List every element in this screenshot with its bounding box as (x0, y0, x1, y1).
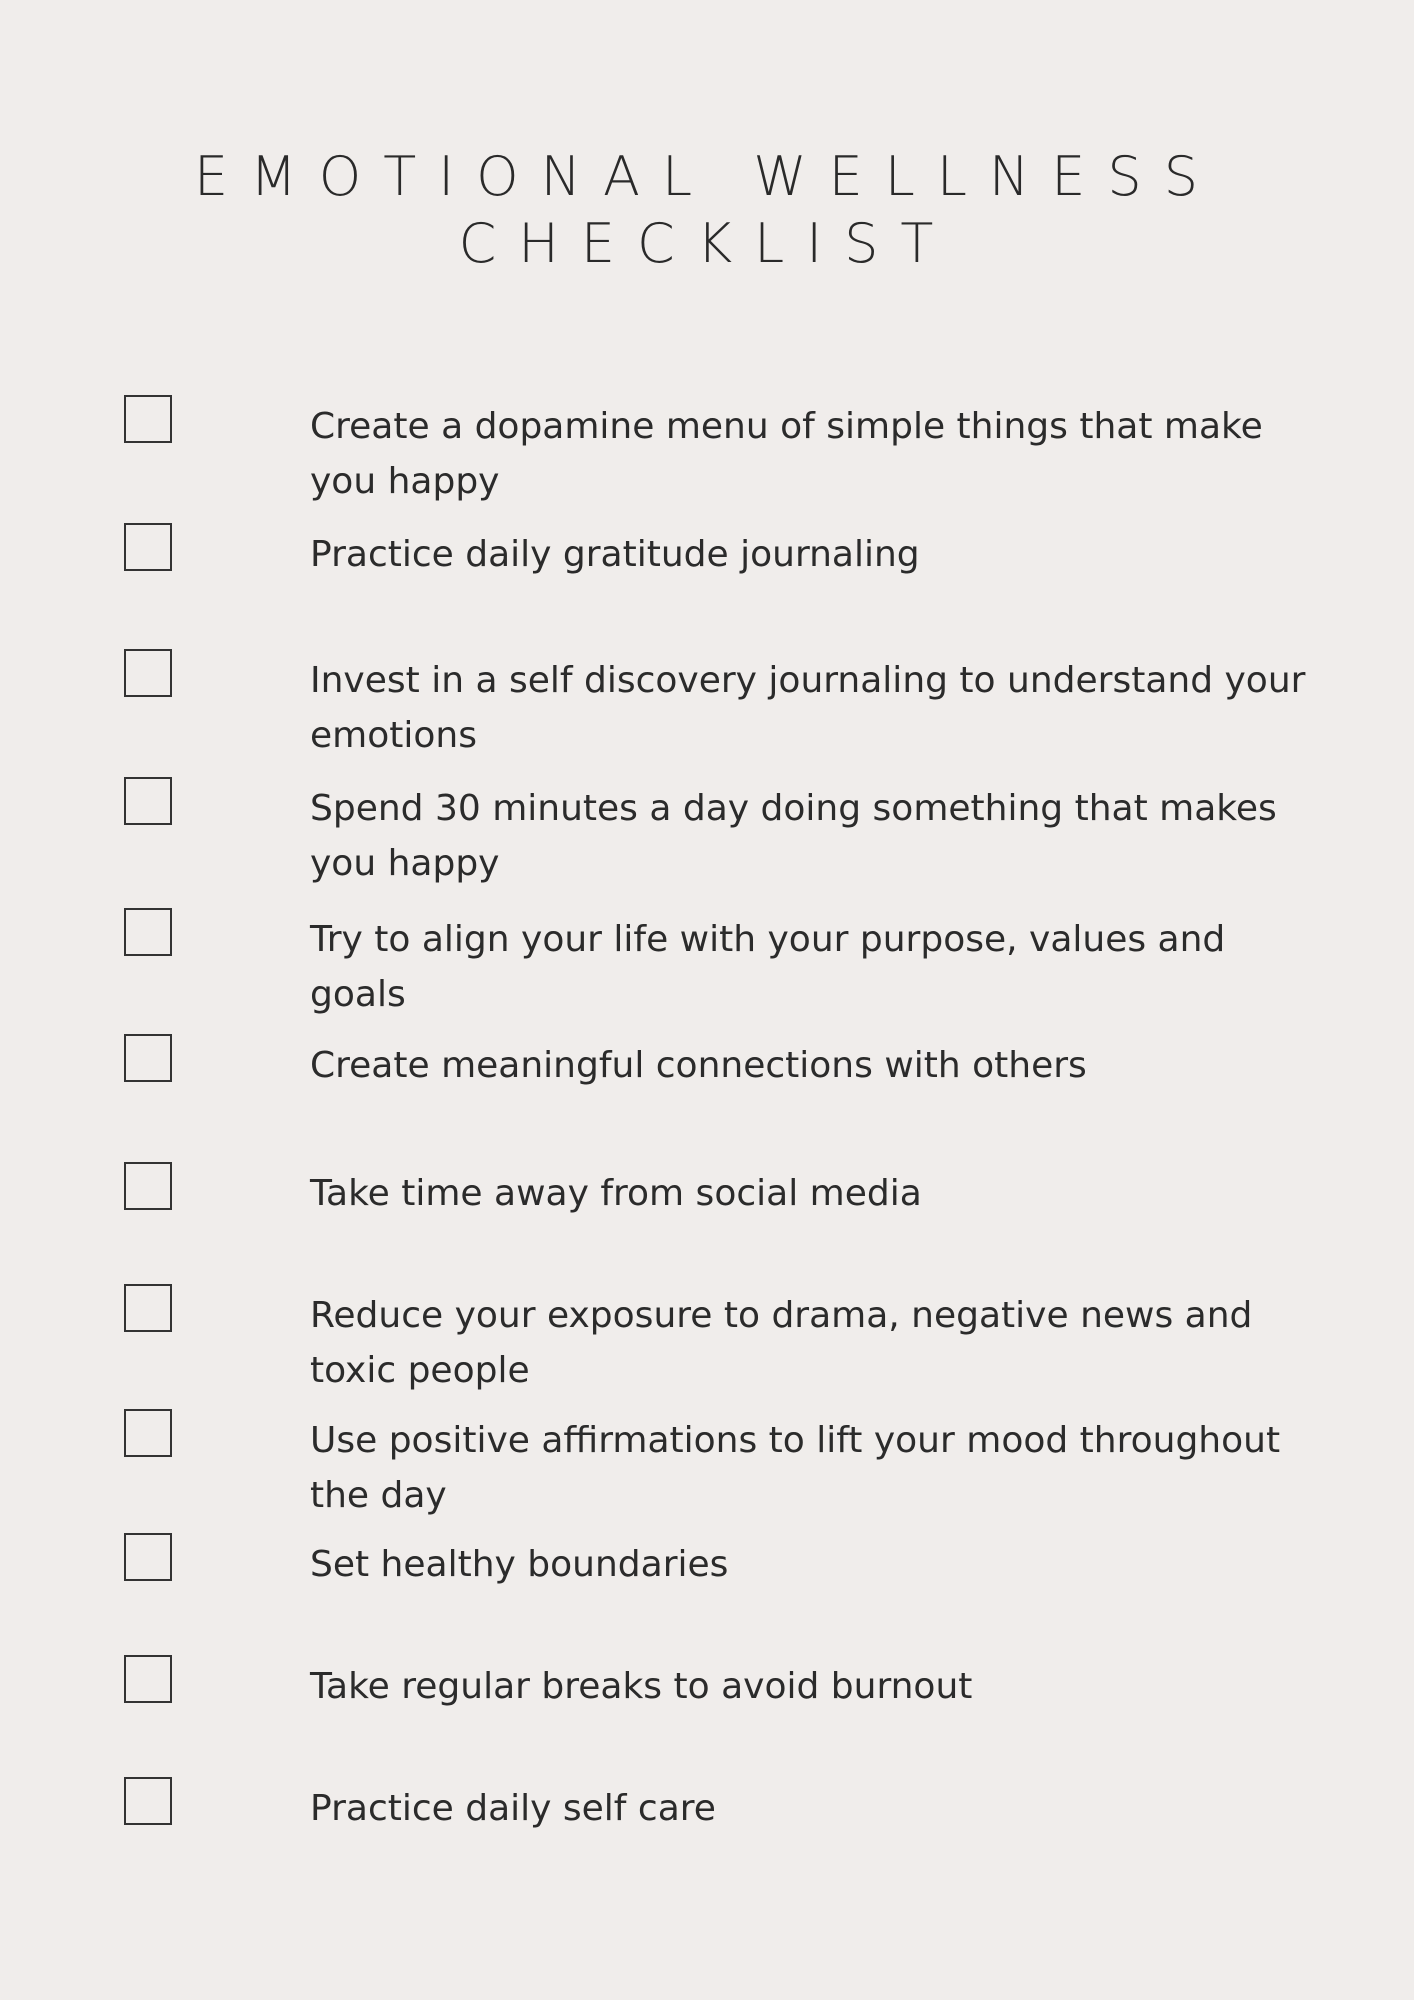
checklist-item-label: Practice daily gratitude journaling (310, 534, 920, 575)
checklist-item-label: Create meaningful connections with others (310, 1045, 1087, 1086)
checkbox[interactable] (124, 1777, 172, 1825)
checkbox[interactable] (124, 1284, 172, 1332)
checklist-item-label: Take time away from social media (310, 1173, 922, 1214)
checkbox[interactable] (124, 777, 172, 825)
page-title-line2: CHECKLIST (458, 212, 956, 275)
checklist-item-label: Reduce your exposure to drama, negative news and toxic people (310, 1295, 1253, 1391)
checklist-item-label: Use positive affirmations to lift your mood throughout the day (310, 1420, 1281, 1516)
checkbox[interactable] (124, 649, 172, 697)
checkbox[interactable] (124, 1409, 172, 1457)
checkbox[interactable] (124, 523, 172, 571)
checklist-item-label: Create a dopamine menu of simple things that make you happy (310, 406, 1263, 502)
checklist-item-label: Invest in a self discovery journaling to understand your emotions (310, 660, 1306, 756)
checkbox[interactable] (124, 908, 172, 956)
checkbox[interactable] (124, 1655, 172, 1703)
checkbox[interactable] (124, 1533, 172, 1581)
checklist-item-label: Spend 30 minutes a day doing something that makes you happy (310, 788, 1277, 884)
checkbox[interactable] (124, 1162, 172, 1210)
checklist-item-label: Practice daily self care (310, 1788, 716, 1829)
checkbox[interactable] (124, 395, 172, 443)
checkbox[interactable] (124, 1034, 172, 1082)
page-title: EMOTIONAL WELLNESS (194, 145, 1220, 208)
checklist-item-label: Try to align your life with your purpose, values and goals (310, 919, 1226, 1015)
checklist-item-label: Take regular breaks to avoid burnout (310, 1666, 973, 1707)
checklist-item-label: Set healthy boundaries (310, 1544, 729, 1585)
